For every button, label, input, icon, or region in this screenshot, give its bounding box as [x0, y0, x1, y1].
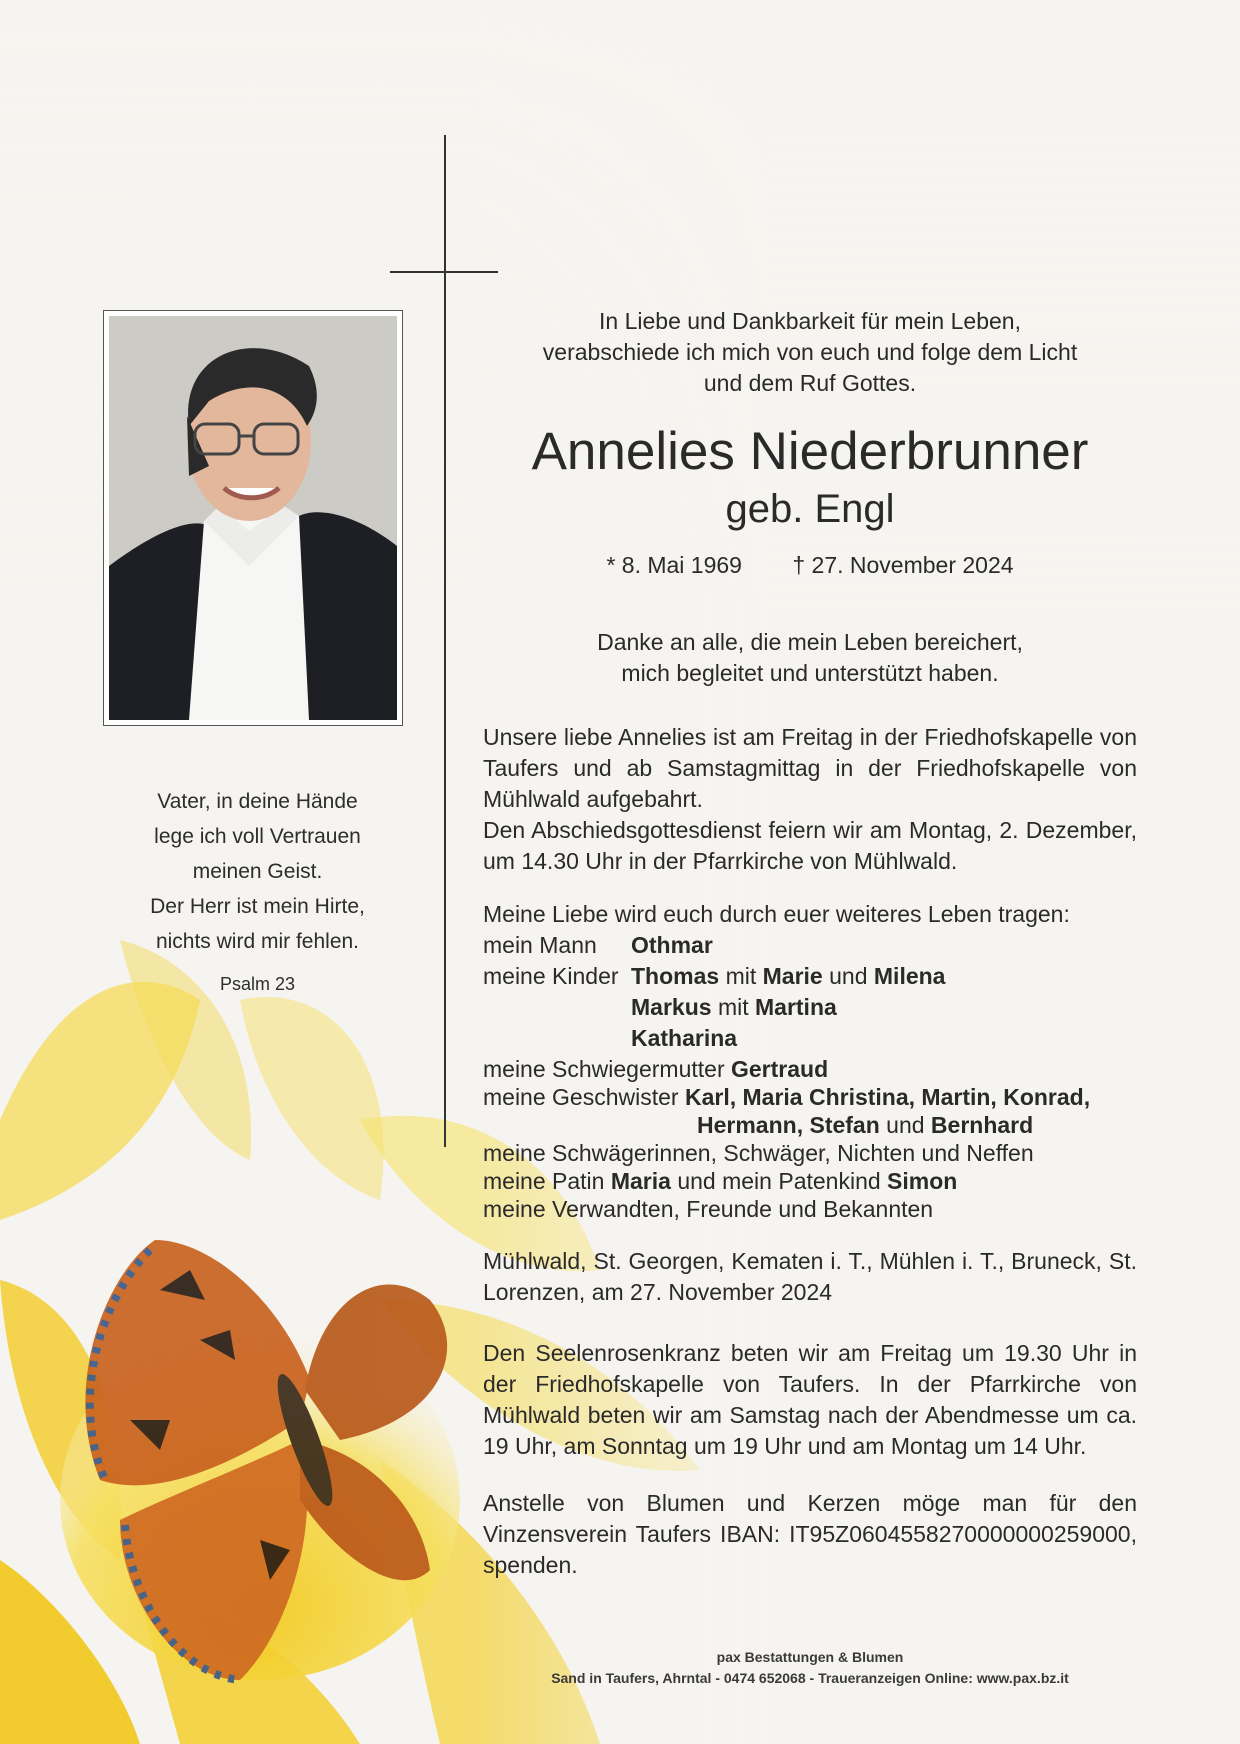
footer-company: pax Bestattungen & Blumen: [716, 1649, 904, 1665]
child-name: Thomas: [631, 963, 720, 989]
mother-in-law-label: meine Schwiegermutter: [483, 1056, 725, 1082]
psalm-reference: Psalm 23: [219, 974, 296, 994]
cross-vertical-bar: [444, 135, 446, 1147]
husband-label: mein Mann: [483, 932, 597, 958]
partner-name: Marie: [762, 963, 823, 989]
footer-contact: Sand in Taufers, Ahrntal - 0474 652068 - Traueranzeigen Online: www.pax.bz.it: [551, 1670, 1069, 1686]
psalm-line: meinen Geist.: [192, 860, 323, 883]
intro-line: und dem Ruf Gottes.: [703, 370, 917, 396]
portrait-photo: [109, 316, 397, 720]
cross-horizontal-bar: [390, 271, 498, 273]
family-row-husband: [483, 931, 1143, 962]
siblings-names: Karl, Maria Christina, Martin, Konrad,: [684, 1084, 1091, 1110]
death-date: † 27. November 2024: [792, 552, 1014, 578]
family-row-child3: [483, 1024, 1143, 1055]
intro-text: [480, 306, 1140, 399]
husband-name: Othmar: [631, 932, 713, 958]
rosary-paragraph: Den Seelenrosenkranz beten wir am Freitag um 19.30 Uhr in der Friedhofskapelle von Taufers. In der Pfarrkirche von Mühlwald beten wir am Samstag nach der Abendmesse um ca. 19 Uhr, am Sonntag um 19 Uhr und am Montag um 14 Uhr.: [483, 1340, 1137, 1459]
family-row-children: [483, 962, 1143, 993]
with-word: mit: [725, 963, 757, 989]
family-row-mother-in-law: [483, 1055, 1143, 1083]
partner-name: Milena: [873, 963, 946, 989]
life-dates: [480, 550, 1140, 580]
sibling-name: Bernhard: [930, 1112, 1034, 1138]
portrait-frame: [103, 310, 403, 726]
psalm-quote: [115, 784, 400, 1002]
godmother-label: meine Patin: [483, 1168, 605, 1194]
thanks-line: Danke an alle, die mein Leben bereichert,: [597, 629, 1023, 655]
donation-paragraph: Anstelle von Blumen und Kerzen möge man für den Vinzensverein Taufers IBAN: IT95Z0604558270000000259000, spenden.: [483, 1490, 1137, 1578]
maiden-name: geb. Engl: [725, 487, 895, 531]
family-intro: Meine Liebe wird euch durch euer weiteres Leben tragen:: [483, 901, 1070, 927]
siblings-label: meine Geschwister: [483, 1084, 679, 1110]
psalm-line: nichts wird mir fehlen.: [155, 930, 360, 953]
godchild-name: Simon: [887, 1168, 958, 1194]
psalm-line: Vater, in deine Hände: [157, 790, 358, 813]
godmother-name: Maria: [610, 1168, 671, 1194]
footer: [480, 1647, 1140, 1689]
family-list: [483, 900, 1143, 1223]
family-row-godparents: [483, 1167, 1143, 1195]
family-row-siblings-cont: [483, 1111, 1143, 1139]
family-row-relatives: meine Verwandten, Freunde und Bekannten: [483, 1196, 934, 1222]
family-row-siblings: [483, 1083, 1143, 1111]
thanks-line: mich begleitet und unterstützt haben.: [621, 660, 999, 686]
partner-name: Martina: [755, 994, 837, 1020]
family-row-in-laws: meine Schwägerinnen, Schwäger, Nichten und Neffen: [483, 1140, 1034, 1166]
siblings-names: Hermann, Stefan: [697, 1112, 880, 1138]
thanks-text: [480, 627, 1140, 689]
with-word: mit: [717, 994, 749, 1020]
and-word: und: [829, 963, 868, 989]
godchild-label: und mein Patenkind: [677, 1168, 881, 1194]
child-name: Katharina: [631, 1025, 738, 1051]
intro-line: In Liebe und Dankbarkeit für mein Leben,: [599, 308, 1021, 334]
viewing-line: Unsere liebe Annelies ist am Freitag in der Friedhofskapelle von Taufers und ab Samstagmittag in der Friedhofskapelle von Mühlwald aufgebahrt.: [483, 724, 1137, 812]
and-word: und: [886, 1112, 925, 1138]
child-name: Markus: [631, 994, 712, 1020]
children-label: meine Kinder: [483, 963, 619, 989]
mother-in-law-name: Gertraud: [731, 1056, 829, 1082]
family-row-child2: [483, 993, 1143, 1024]
service-line: Den Abschiedsgottesdienst feiern wir am Montag, 2. Dezember, um 14.30 Uhr in der Pfarrkirche von Mühlwald.: [483, 817, 1137, 874]
intro-line: verabschiede ich mich von euch und folge dem Licht: [542, 339, 1078, 365]
place-date: Mühlwald, St. Georgen, Kematen i. T., Mühlen i. T., Bruneck, St. Lorenzen, am 27. November 2024: [483, 1248, 1137, 1305]
psalm-line: Der Herr ist mein Hirte,: [150, 895, 365, 918]
viewing-paragraph: [483, 722, 1137, 877]
psalm-line: lege ich voll Vertrauen: [154, 825, 361, 848]
birth-date: * 8. Mai 1969: [606, 552, 742, 578]
deceased-name: Annelies Niederbrunner: [531, 422, 1089, 481]
